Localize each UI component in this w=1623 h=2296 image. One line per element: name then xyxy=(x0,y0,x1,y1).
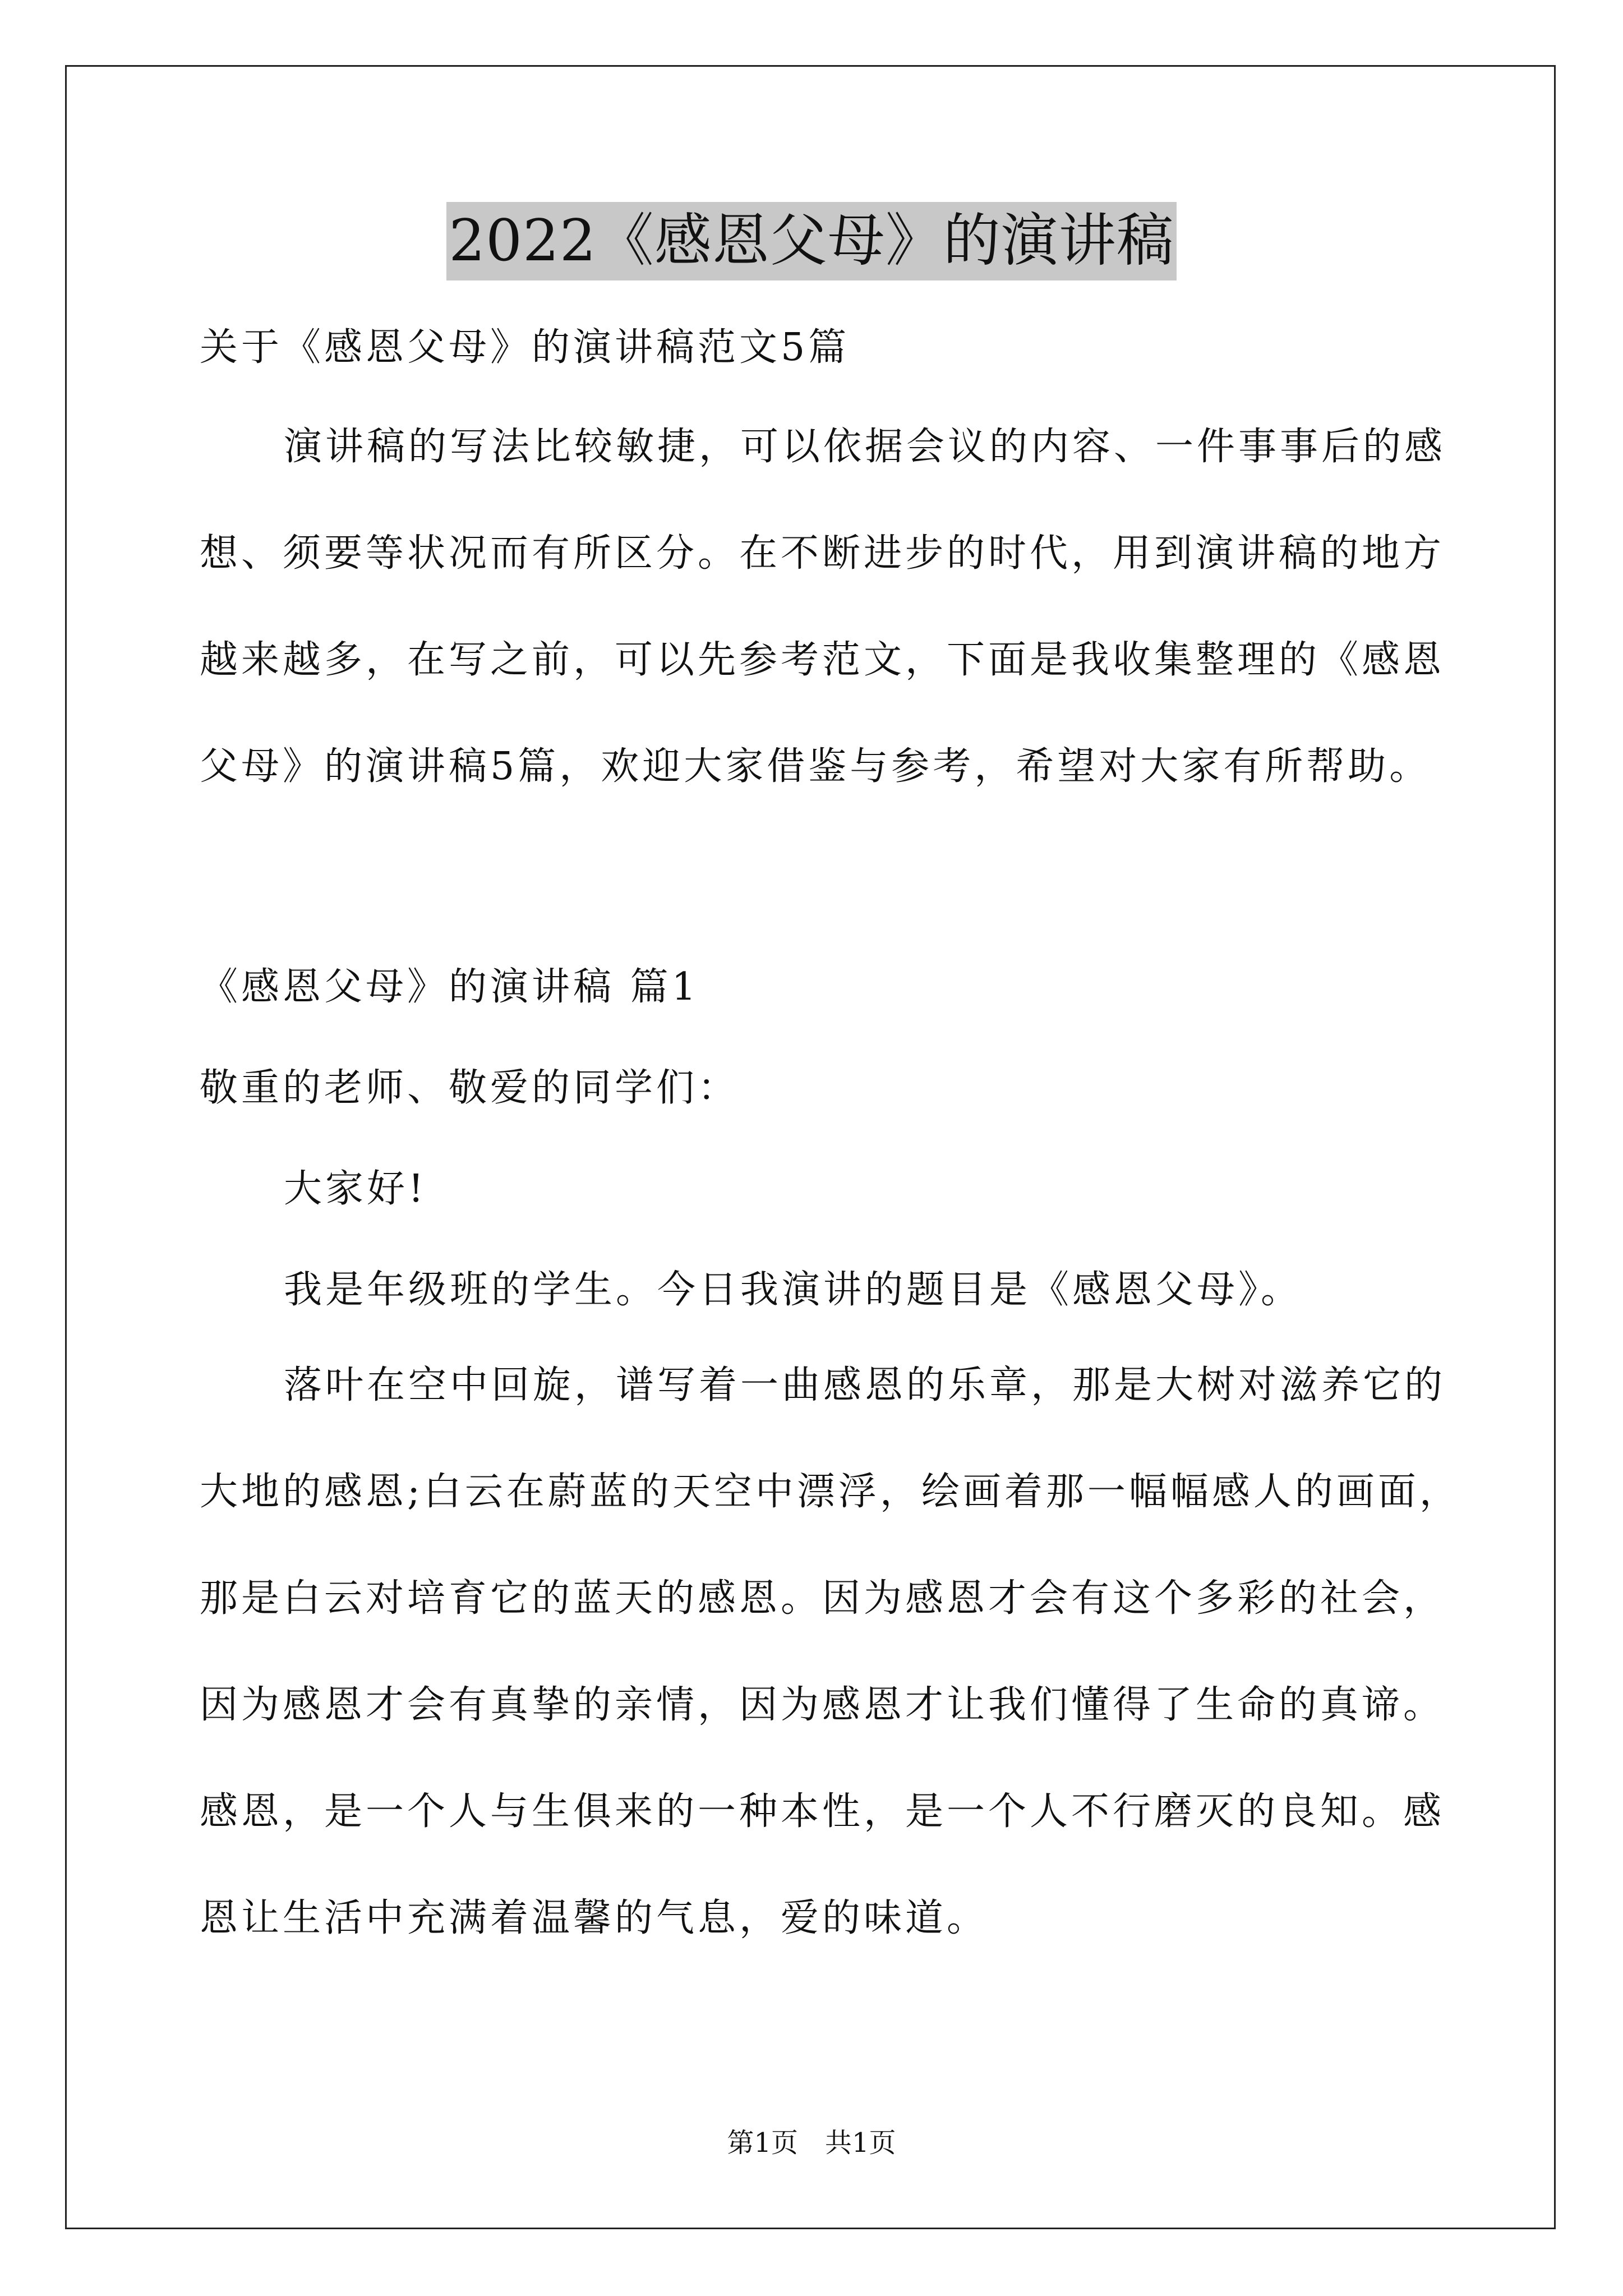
body-paragraph xyxy=(200,1332,1461,1972)
page-footer: 第1页 共1页 xyxy=(727,2127,896,2159)
intro-line: 想、须要等状况而有所区分。在不断进步的时代，用到演讲稿的地方 xyxy=(200,531,1445,576)
self-intro: 我是年级班的学生。今日我演讲的题目是《感恩父母》。 xyxy=(284,1268,1303,1312)
title-container xyxy=(0,202,1623,280)
intro-line: 父母》的演讲稿5篇，欢迎大家借鉴与参考，希望对大家有所帮助。 xyxy=(200,744,1431,789)
section-heading: 《感恩父母》的演讲稿 篇1 xyxy=(200,965,699,1009)
intro-line: 越来越多，在写之前，可以先参考范文，下面是我收集整理的《感恩 xyxy=(200,638,1445,682)
subtitle: 关于《感恩父母》的演讲稿范文5篇 xyxy=(200,325,850,370)
body-line: 大地的感恩;白云在蔚蓝的天空中漂浮，绘画着那一幅幅感人的画面， xyxy=(200,1470,1461,1514)
greeting: 大家好! xyxy=(284,1167,427,1211)
body-line: 那是白云对培育它的蓝天的感恩。因为感恩才会有这个多彩的社会， xyxy=(200,1576,1445,1621)
body-line: 因为感恩才会有真挚的亲情，因为感恩才让我们懂得了生命的真谛。 xyxy=(200,1683,1445,1727)
intro-line: 演讲稿的写法比较敏捷，可以依据会议的内容、一件事事后的感 xyxy=(284,425,1446,469)
body-line: 恩让生活中充满着温馨的气息，爱的味道。 xyxy=(200,1896,989,1940)
body-line: 落叶在空中回旋，谱写着一曲感恩的乐章，那是大树对滋养它的 xyxy=(284,1363,1446,1407)
body-line: 感恩，是一个人与生俱来的一种本性，是一个人不行磨灭的良知。感 xyxy=(200,1789,1445,1834)
document-title: 2022《感恩父母》的演讲稿 xyxy=(446,202,1177,280)
salutation: 敬重的老师、敬爱的同学们： xyxy=(200,1066,740,1110)
intro-paragraph xyxy=(200,394,1446,820)
